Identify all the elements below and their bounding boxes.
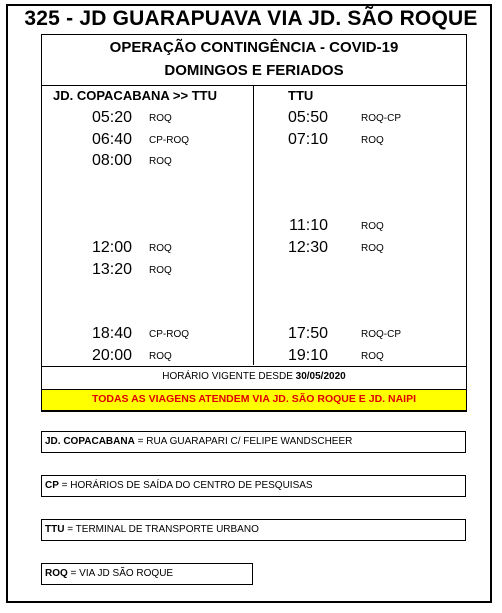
left-code: ROQ [149, 113, 172, 124]
legend-text: = HORÁRIOS DE SAÍDA DO CENTRO DE PESQUISAS [58, 480, 313, 491]
legend-item-roq [41, 563, 253, 585]
left-time: 12:00 [91, 239, 132, 256]
legend-text: = RUA GUARAPARI C/ FELIPE WANDSCHEER [134, 436, 353, 447]
days-subtitle: DOMINGOS E FERIADOS [164, 62, 344, 79]
right-time: 07:10 [287, 131, 328, 148]
legend-item-copacabana [41, 431, 466, 453]
right-column-header: TTU [288, 88, 314, 103]
right-code: ROQ [361, 351, 384, 362]
left-time: 18:40 [91, 325, 132, 342]
right-code: ROQ [361, 221, 384, 232]
left-time: 06:40 [91, 131, 132, 148]
left-time: 05:20 [91, 109, 132, 126]
right-time: 19:10 [287, 347, 328, 364]
vigente-label: HORÁRIO VIGENTE DESDE [162, 371, 293, 382]
legend-text: = VIA JD SÃO ROQUE [67, 568, 174, 579]
left-code: CP-ROQ [149, 329, 189, 340]
left-code: ROQ [149, 156, 172, 167]
right-code: ROQ-CP [361, 113, 401, 124]
page-title: 325 - JD GUARAPUAVA VIA JD. SÃO ROQUE [24, 7, 478, 30]
left-time: 08:00 [91, 152, 132, 169]
header-divider [41, 85, 467, 86]
right-time: 12:30 [287, 239, 328, 256]
legend-text: = TERMINAL DE TRANSPORTE URBANO [64, 524, 259, 535]
left-code: ROQ [149, 351, 172, 362]
right-time: 05:50 [287, 109, 328, 126]
column-divider [253, 86, 254, 365]
legend-key: CP [45, 480, 59, 491]
vigente-date: 30/05/2020 [295, 371, 346, 382]
left-code: ROQ [149, 265, 172, 276]
right-code: ROQ [361, 243, 384, 254]
legend-item-cp [41, 475, 466, 497]
left-column-header: JD. COPACABANA >> TTU [53, 88, 217, 103]
right-code: ROQ [361, 135, 384, 146]
operation-subtitle: OPERAÇÃO CONTINGÊNCIA - COVID-19 [109, 39, 399, 56]
right-time: 11:10 [289, 217, 328, 234]
legend-key: ROQ [45, 568, 68, 579]
vigente-line [41, 371, 467, 382]
right-time: 17:50 [287, 325, 328, 342]
legend-key: TTU [45, 524, 65, 535]
notice-banner: TODAS AS VIAGENS ATENDEM VIA JD. SÃO ROQUE E JD. NAIPI [41, 389, 467, 411]
left-code: ROQ [149, 243, 172, 254]
legend-key: JD. COPACABANA [45, 436, 135, 447]
legend-item-ttu [41, 519, 466, 541]
right-code: ROQ-CP [361, 329, 401, 340]
left-code: CP-ROQ [149, 135, 189, 146]
left-time: 20:00 [91, 347, 132, 364]
left-time: 13:20 [91, 261, 132, 278]
footer-divider [41, 366, 467, 367]
